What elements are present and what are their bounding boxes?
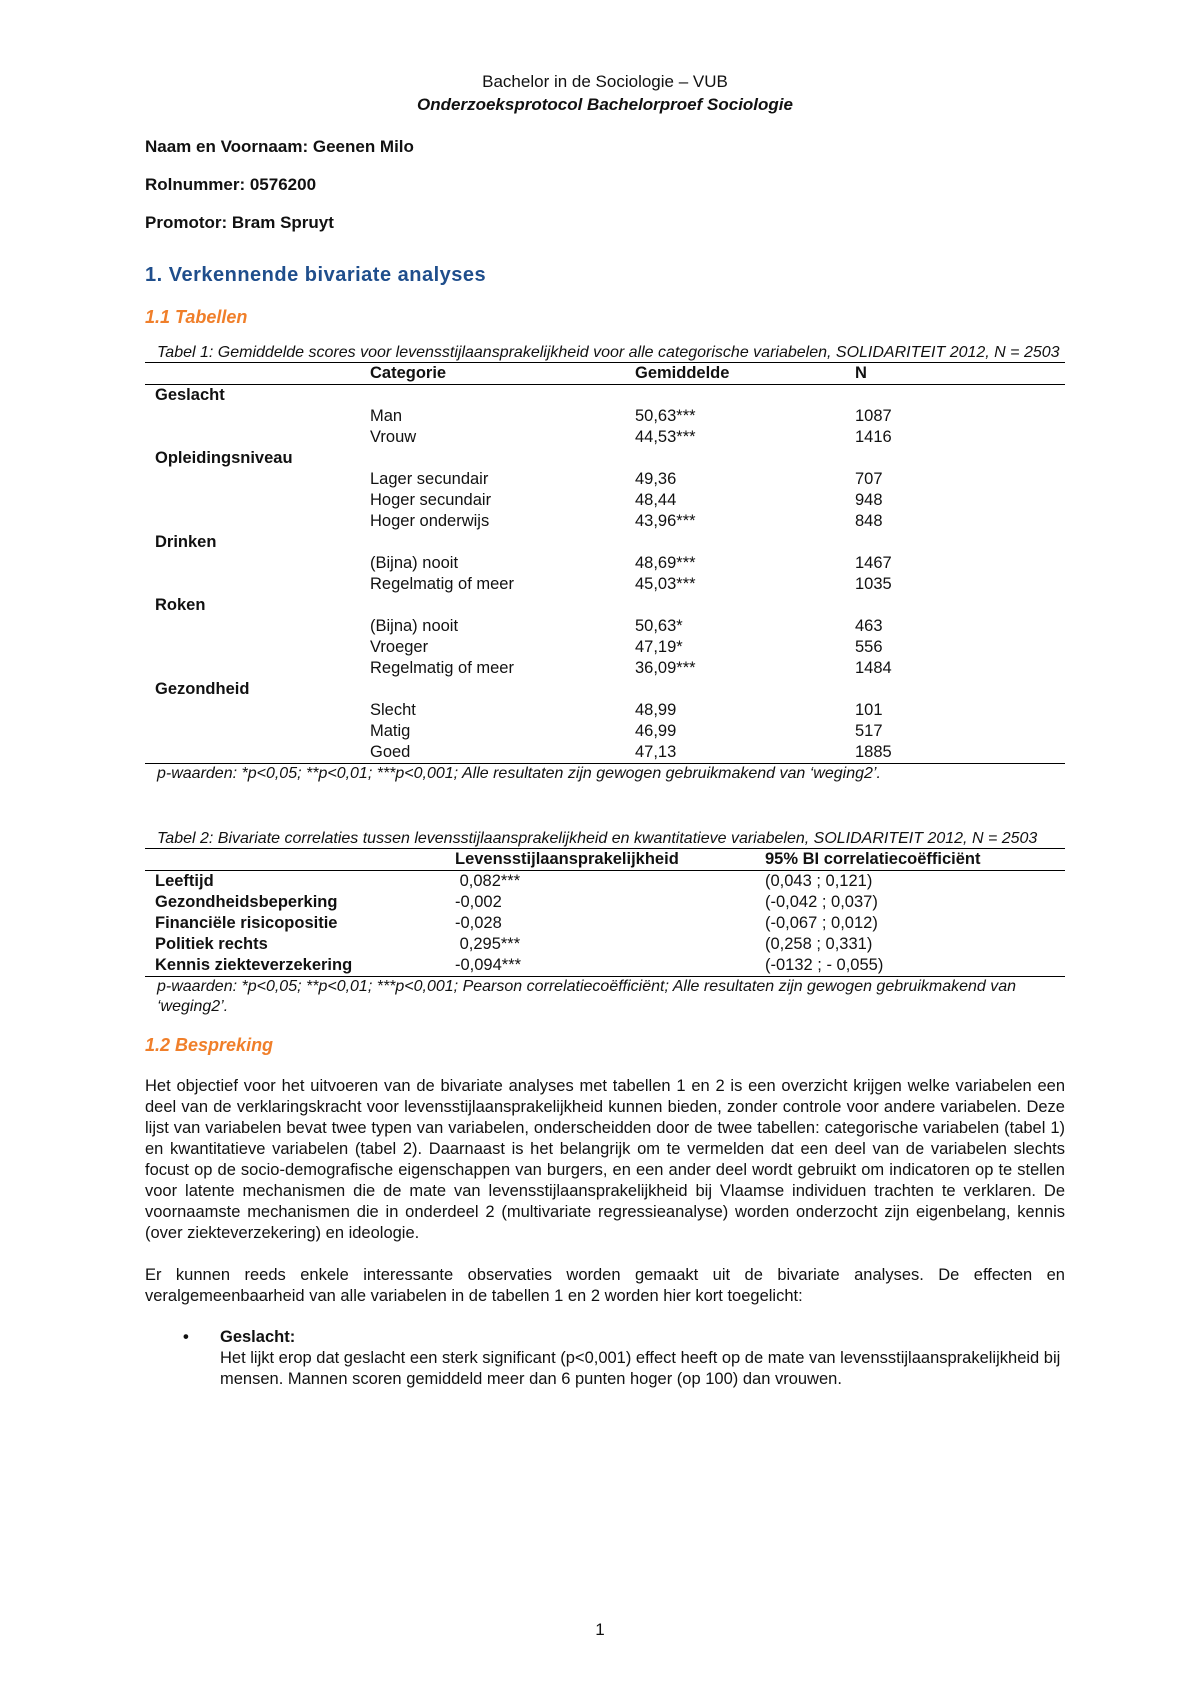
table2-cell-correlation: 0,082*** bbox=[455, 872, 521, 890]
table1-group-row bbox=[145, 679, 1065, 700]
bullet-item-geslacht bbox=[145, 1327, 1065, 1390]
table1-cell-gemiddelde: 49,36 bbox=[635, 470, 677, 488]
student-name: Naam en Voornaam: Geenen Milo bbox=[145, 137, 414, 156]
table1-cell-n: 1885 bbox=[855, 743, 892, 761]
table1-cell-n: 948 bbox=[855, 491, 883, 509]
table1-cell-n: 517 bbox=[855, 722, 883, 740]
table1-cell-n: 1087 bbox=[855, 407, 892, 425]
table1-header-gemiddelde: Gemiddelde bbox=[635, 364, 730, 382]
table1-cell-n: 848 bbox=[855, 512, 883, 530]
table2-caption: Tabel 2: Bivariate correlaties tussen levensstijlaansprakelijkheid en kwantitatieve variabelen, SOLIDARITEIT 2012, N = 2503 bbox=[157, 830, 1038, 847]
table2-header-empty bbox=[145, 849, 455, 871]
table1-cell-n: 1035 bbox=[855, 575, 892, 593]
bullet-text: Het lijkt erop dat geslacht een sterk significant (p<0,001) effect heeft op de mate van levensstijlaansprakelijkheid bij mensen. Mannen scoren gemiddeld meer dan 6 punten hoger (op 100) dan vrouwen. bbox=[220, 1349, 1061, 1388]
table1-cell-gemiddelde: 47,13 bbox=[635, 743, 677, 761]
section-heading-1: 1. Verkennende bivariate analyses bbox=[145, 264, 487, 286]
student-number: Rolnummer: 0576200 bbox=[145, 175, 317, 194]
table2-cell-interval: (-0132 ; - 0,055) bbox=[765, 956, 884, 974]
table-row bbox=[145, 406, 1065, 427]
table1-group-row bbox=[145, 532, 1065, 553]
table-row bbox=[145, 511, 1065, 532]
table2-cell-variable: Politiek rechts bbox=[155, 935, 268, 953]
table-row bbox=[145, 913, 1065, 934]
table1-cell-categorie: Hoger secundair bbox=[370, 491, 492, 509]
table1-cell-categorie: (Bijna) nooit bbox=[370, 554, 459, 572]
table1-group-label: Opleidingsniveau bbox=[155, 449, 293, 467]
table-row bbox=[145, 574, 1065, 595]
table1-group-label: Drinken bbox=[155, 533, 217, 551]
table2-cell-interval: (0,043 ; 0,121) bbox=[765, 872, 873, 890]
header-program: Bachelor in de Sociologie – VUB bbox=[482, 72, 728, 91]
table1-cell-gemiddelde: 50,63*** bbox=[635, 407, 696, 425]
table1-cell-categorie: Regelmatig of meer bbox=[370, 575, 514, 593]
table1-cell-gemiddelde: 44,53*** bbox=[635, 428, 696, 446]
table-row bbox=[145, 892, 1065, 913]
table-row bbox=[145, 871, 1065, 893]
table-row bbox=[145, 427, 1065, 448]
table-row bbox=[145, 934, 1065, 955]
table1-cell-n: 101 bbox=[855, 701, 883, 719]
table1-cell-categorie: Vroeger bbox=[370, 638, 429, 656]
table2-cell-variable: Gezondheidsbeperking bbox=[155, 893, 338, 911]
table-row bbox=[145, 553, 1065, 574]
table1-cell-categorie: Matig bbox=[370, 722, 411, 740]
table1-group-label: Gezondheid bbox=[155, 680, 250, 698]
table-row bbox=[145, 742, 1065, 764]
table1-cell-categorie: (Bijna) nooit bbox=[370, 617, 459, 635]
table2-cell-interval: (-0,042 ; 0,037) bbox=[765, 893, 878, 911]
table2-cell-variable: Kennis ziekteverzekering bbox=[155, 956, 353, 974]
table1-cell-categorie: Hoger onderwijs bbox=[370, 512, 490, 530]
table1-cell-gemiddelde: 47,19* bbox=[635, 638, 683, 656]
table1-cell-gemiddelde: 43,96*** bbox=[635, 512, 696, 530]
paragraph-2: Er kunnen reeds enkele interessante observaties worden gemaakt uit de bivariate analyses. De effecten en veralgemeenbaarheid van alle variabelen in de tabellen 1 en 2 worden hier kort toegelicht: bbox=[145, 1266, 1065, 1305]
table2-header-levensstijl: Levensstijlaansprakelijkheid bbox=[455, 850, 679, 868]
table2-cell-interval: (0,258 ; 0,331) bbox=[765, 935, 873, 953]
table-row bbox=[145, 469, 1065, 490]
header-title: Onderzoeksprotocol Bachelorproef Sociologie bbox=[417, 95, 793, 114]
bullet-title: Geslacht: bbox=[220, 1328, 296, 1346]
table-row bbox=[145, 616, 1065, 637]
table2-cell-interval: (-0,067 ; 0,012) bbox=[765, 914, 878, 932]
table1-cell-gemiddelde: 48,44 bbox=[635, 491, 677, 509]
table2-cell-correlation: -0,094*** bbox=[455, 956, 522, 974]
promotor: Promotor: Bram Spruyt bbox=[145, 213, 334, 232]
table1-cell-gemiddelde: 48,99 bbox=[635, 701, 677, 719]
table2-cell-variable: Financiële risicopositie bbox=[155, 914, 338, 932]
table1-cell-gemiddelde: 45,03*** bbox=[635, 575, 696, 593]
table1-cell-gemiddelde: 48,69*** bbox=[635, 554, 696, 572]
table1-header-n: N bbox=[855, 364, 867, 382]
table-row bbox=[145, 637, 1065, 658]
table-row bbox=[145, 658, 1065, 679]
table1-cell-n: 1467 bbox=[855, 554, 892, 572]
table2-header-bi: 95% BI correlatiecoëfficiënt bbox=[765, 850, 981, 868]
table2-header-row bbox=[145, 849, 1065, 871]
table1-caption: Tabel 1: Gemiddelde scores voor levensstijlaansprakelijkheid voor alle categorische variabelen, SOLIDARITEIT 2012, N = 2503 bbox=[157, 344, 1060, 361]
table1-cell-gemiddelde: 36,09*** bbox=[635, 659, 696, 677]
table1 bbox=[145, 362, 1065, 764]
table1-cell-n: 463 bbox=[855, 617, 883, 635]
table1-group-label: Roken bbox=[155, 596, 206, 614]
section-heading-1-2: 1.2 Bespreking bbox=[145, 1035, 274, 1055]
table1-cell-categorie: Goed bbox=[370, 743, 411, 761]
table1-group-row bbox=[145, 595, 1065, 616]
table1-cell-gemiddelde: 46,99 bbox=[635, 722, 677, 740]
table2 bbox=[145, 848, 1065, 977]
table2-cell-correlation: -0,002 bbox=[455, 893, 502, 911]
table1-note: p-waarden: *p<0,05; **p<0,01; ***p<0,001; Alle resultaten zijn gewogen gebruikmakend van ‘weging2’. bbox=[157, 765, 881, 782]
paragraph-1: Het objectief voor het uitvoeren van de bivariate analyses met tabellen 1 en 2 is een overzicht krijgen welke variabelen een deel van de verklaringskracht voor levensstijlaansprakelijkheid kunnen bieden, zonder controle voor andere variabelen. Deze lijst van variabelen bevat twee typen van variabelen, onderscheidden door de twee tabellen: categorische variabelen (tabel 1) en kwantitatieve variabelen (tabel 2). Daarnaast is het belangrijk om te vermelden dat een deel van de variabelen slechts focust op de socio-demografische eigenschappen van burgers, en een ander deel wordt gebruikt om indicatoren op te stellen voor latente mechanismen die de mate van levensstijlaansprakelijkheid bij Vlaamse individuen trachten te verklaren. De voornaamste mechanismen die in onderdeel 2 (multivariate regressieanalyse) worden onderzocht zijn eigenbelang, kennis (over ziekteverzekering) en ideologie. bbox=[145, 1077, 1065, 1242]
table1-cell-gemiddelde: 50,63* bbox=[635, 617, 683, 635]
table1-cell-categorie: Man bbox=[370, 407, 403, 425]
table2-cell-variable: Leeftijd bbox=[155, 872, 214, 890]
table1-header-categorie: Categorie bbox=[370, 364, 447, 382]
table2-cell-correlation: -0,028 bbox=[455, 914, 502, 932]
table2-cell-correlation: 0,295*** bbox=[455, 935, 521, 953]
table1-cell-categorie: Lager secundair bbox=[370, 470, 489, 488]
table-row bbox=[145, 700, 1065, 721]
table1-header-row bbox=[145, 363, 1065, 385]
table1-group-label: Geslacht bbox=[155, 386, 225, 404]
table1-group-row bbox=[145, 448, 1065, 469]
table1-cell-n: 1484 bbox=[855, 659, 892, 677]
table1-cell-n: 1416 bbox=[855, 428, 892, 446]
section-heading-1-1: 1.1 Tabellen bbox=[145, 307, 248, 327]
bullet-icon: • bbox=[183, 1328, 189, 1346]
page-number: 1 bbox=[595, 1620, 605, 1639]
document-page bbox=[145, 70, 1065, 1390]
table1-cell-categorie: Slecht bbox=[370, 701, 416, 719]
table1-cell-n: 556 bbox=[855, 638, 883, 656]
table1-cell-n: 707 bbox=[855, 470, 883, 488]
table2-note: p-waarden: *p<0,05; **p<0,01; ***p<0,001; Pearson correlatiecoëfficiënt; Alle resultaten zijn gewogen gebruikmakend van ‘weging2’. bbox=[157, 978, 1017, 1015]
table1-cell-categorie: Regelmatig of meer bbox=[370, 659, 514, 677]
table-row bbox=[145, 721, 1065, 742]
table1-group-row bbox=[145, 385, 1065, 407]
table1-cell-categorie: Vrouw bbox=[370, 428, 417, 446]
table-row bbox=[145, 955, 1065, 977]
table-row bbox=[145, 490, 1065, 511]
